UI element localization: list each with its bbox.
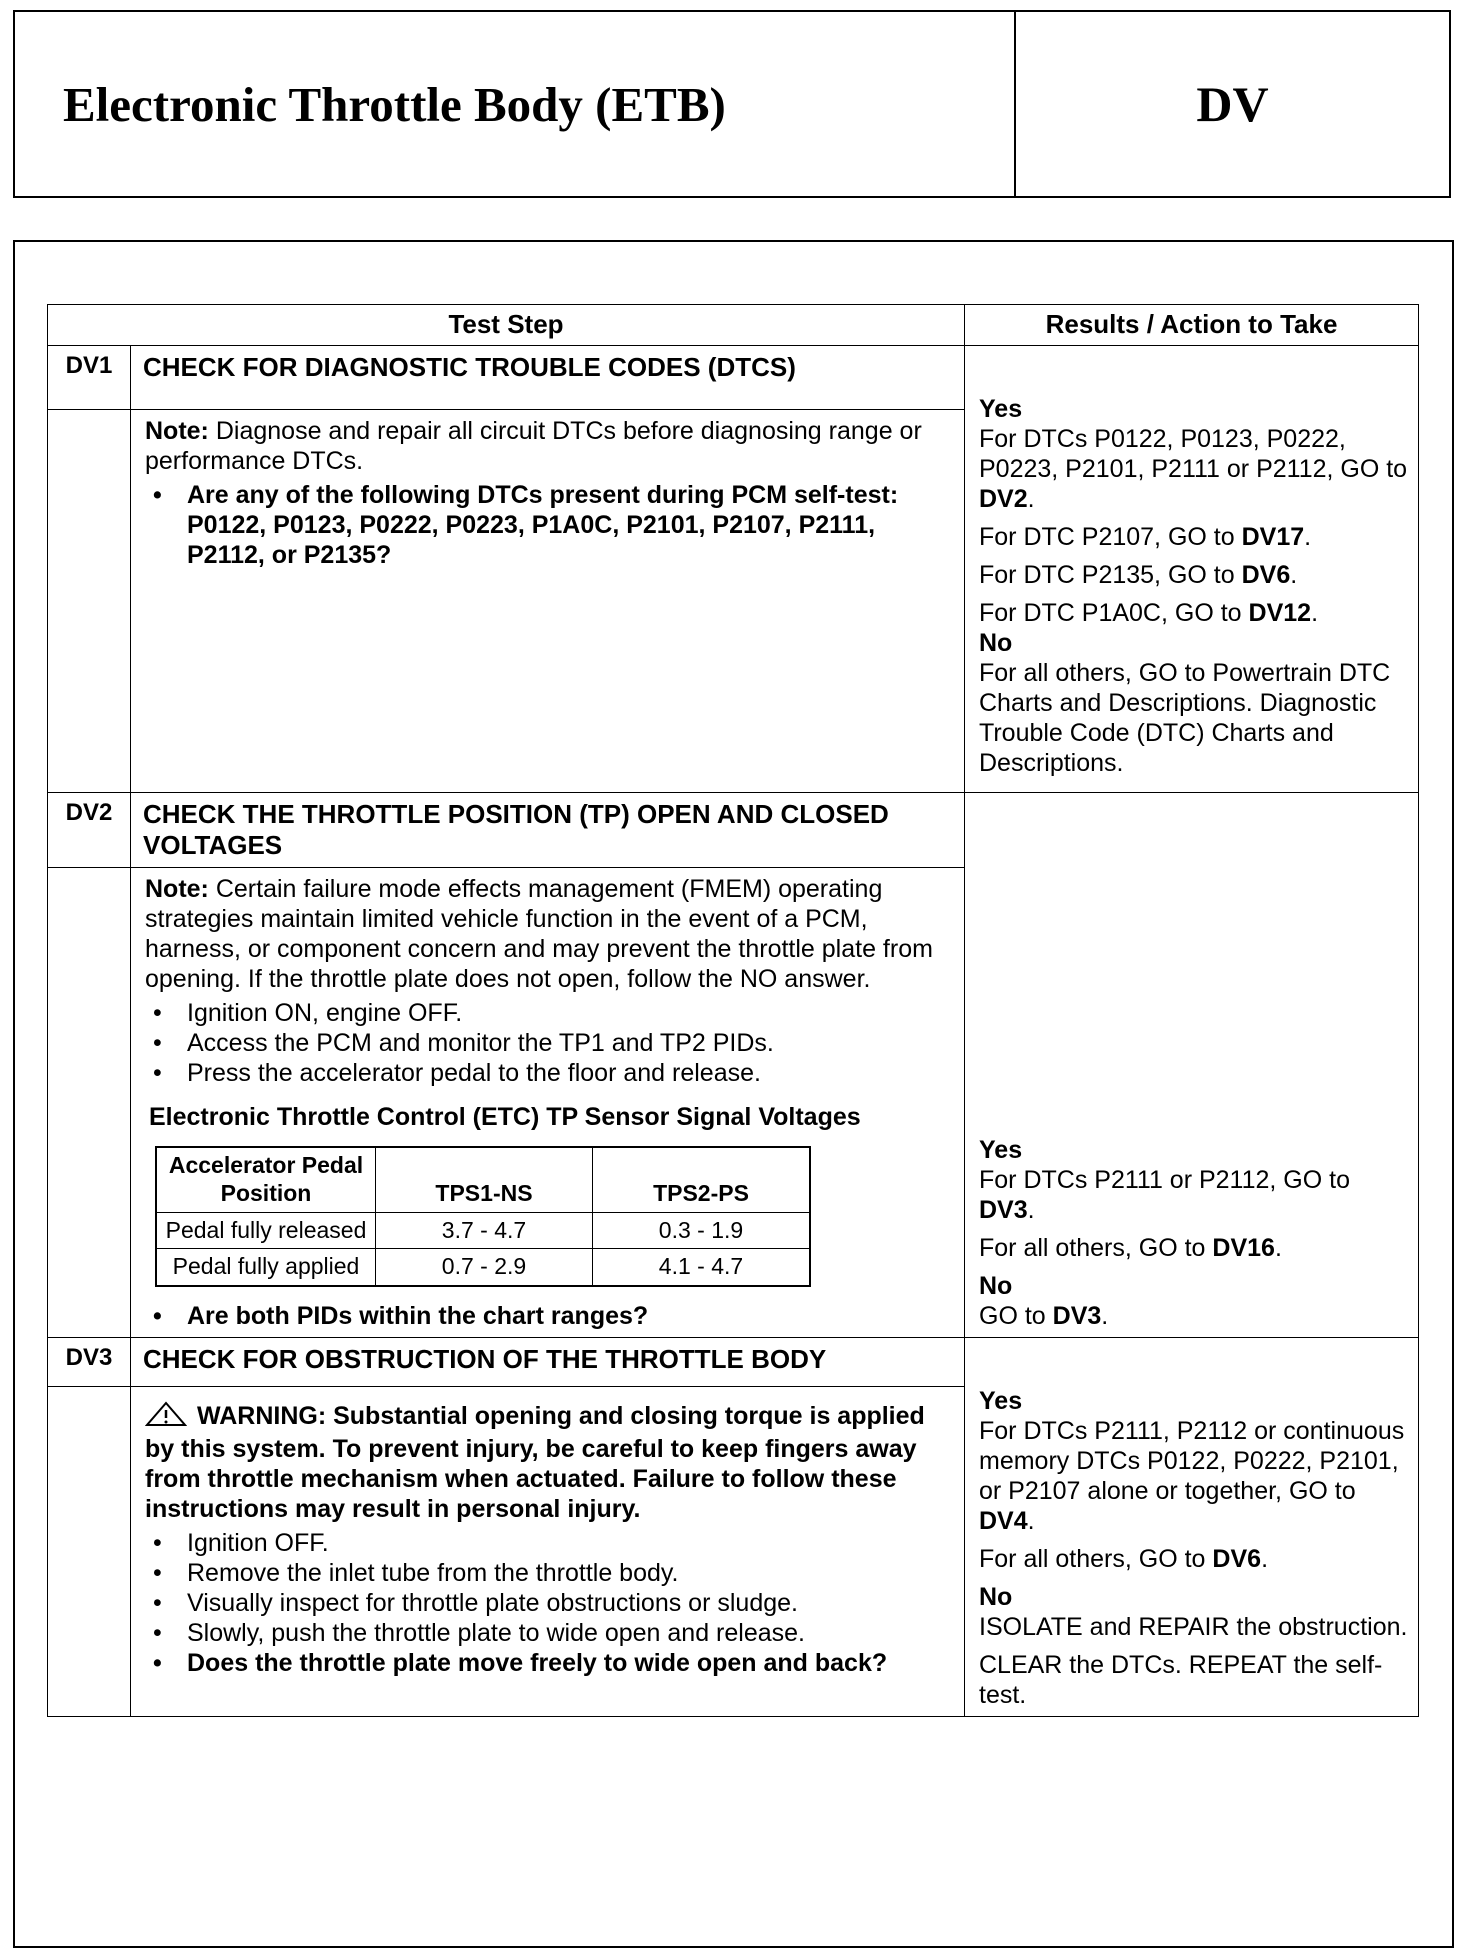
result-text: For all others, GO to (979, 1544, 1206, 1573)
no-label: No (979, 1271, 1013, 1300)
note-label: Note: (145, 875, 209, 904)
volt-header: TPS1-NS (376, 1147, 593, 1212)
result-text: For DTC P1A0C, GO to (979, 599, 1242, 627)
yes-label: Yes (979, 1386, 1023, 1415)
volt-cell: 0.3 - 1.9 (593, 1212, 811, 1249)
result-text: CLEAR the DTCs. REPEAT the self-test. (979, 1650, 1383, 1709)
result-text: For all others, GO to Powertrain DTC Charts and Descriptions. Diagnostic Trouble Code (DTC) Charts and Descriptions. (979, 659, 1391, 777)
warning-text: WARNING: Substantial opening and closing torque is applied by this system. To prevent injury, be careful to keep fingers away from throttle mechanism when actuated. Failure to follow these instructions may result in personal injury. (145, 1401, 925, 1523)
warning-icon (145, 1401, 187, 1434)
step-link[interactable]: DV12 (1248, 599, 1312, 627)
volt-cell: 3.7 - 4.7 (376, 1212, 593, 1249)
note-label: Note: (145, 417, 209, 445)
step-results: Yes For DTCs P2111, P2112 or continuous memory DTCs P0122, P0222, P2101, or P2107 alone or together, GO to DV4. For all others, GO to DV6. No ISOLATE and REPAIR the obstruction. CLEAR the DTCs. REPEAT the self-test. (965, 1337, 1419, 1716)
col-header-test-step: Test Step (48, 305, 965, 346)
chart-title: Electronic Throttle Control (ETC) TP Sensor Signal Voltages (149, 1103, 861, 1132)
step-link[interactable]: DV6 (1241, 561, 1291, 589)
section-code: DV (1196, 76, 1269, 132)
step-results: Yes For DTCs P2111 or P2112, GO to DV3. For all others, GO to DV16. No GO to DV3. (965, 793, 1419, 1338)
result-text: GO to (979, 1301, 1046, 1330)
result-text: For DTC P2107, GO to (979, 523, 1235, 551)
result-text: For DTCs P0122, P0123, P0222, P0223, P2101, P2111 or P2112, GO to (979, 425, 1408, 483)
volt-cell: Pedal fully released (156, 1212, 376, 1249)
step-link[interactable]: DV17 (1241, 523, 1305, 551)
volt-header: TPS2-PS (593, 1147, 811, 1212)
col-header-results: Results / Action to Take (965, 305, 1419, 346)
step-instruction: • Press the accelerator pedal to the floor and release. (145, 1058, 954, 1088)
result-text: For DTCs P2111 or P2112, GO to (979, 1165, 1350, 1194)
page-title: Electronic Throttle Body (ETB) (15, 12, 1016, 196)
step-body (131, 1386, 965, 1716)
step-title: CHECK FOR OBSTRUCTION OF THE THROTTLE BODY (131, 1337, 965, 1386)
step-instruction: • Visually inspect for throttle plate obstructions or sludge. (145, 1588, 954, 1618)
step-instruction: • Access the PCM and monitor the TP1 and TP2 PIDs. (145, 1028, 954, 1058)
step-question: • Does the throttle plate move freely to wide open and back? (145, 1648, 954, 1678)
step-link[interactable]: DV2 (979, 485, 1028, 513)
step-instruction: • Ignition OFF. (145, 1528, 954, 1558)
no-label: No (979, 1582, 1013, 1611)
result-text: For DTC P2135, GO to (979, 561, 1235, 589)
step-link[interactable]: DV16 (1212, 1233, 1275, 1262)
step-link[interactable]: DV6 (1212, 1544, 1262, 1573)
step-id: DV2 (48, 793, 131, 868)
note-text: Diagnose and repair all circuit DTCs before diagnosing range or performance DTCs. (145, 417, 922, 475)
note-text: Certain failure mode effects management (FMEM) operating strategies maintain limited vehicle function in the event of a PCM, harness, or component concern and may prevent the throttle plate from opening. If the throttle plate does not open, follow the NO answer. (145, 875, 933, 994)
yes-label: Yes (979, 1135, 1023, 1164)
no-label: No (979, 629, 1013, 657)
volt-cell: 0.7 - 2.9 (376, 1249, 593, 1286)
step-instruction: • Remove the inlet tube from the throttle body. (145, 1558, 954, 1588)
diagnostic-table (47, 304, 1419, 1717)
volt-header: Accelerator Pedal Position (156, 1147, 376, 1212)
step-id: DV1 (48, 346, 131, 410)
step-instruction: • Ignition ON, engine OFF. (145, 998, 954, 1028)
result-text: For all others, GO to (979, 1233, 1206, 1262)
step-question: • Are both PIDs within the chart ranges? (145, 1301, 954, 1331)
step-link[interactable]: DV3 (979, 1195, 1028, 1224)
yes-label: Yes (979, 395, 1023, 423)
step-body (131, 868, 965, 1337)
result-text: ISOLATE and REPAIR the obstruction. (979, 1612, 1408, 1641)
voltage-table (155, 1146, 811, 1286)
step-question: • Are any of the following DTCs present during PCM self-test: P0122, P0123, P0222, P0223, P1A0C, P2101, P2107, P2111, P2112, or P2135? (145, 480, 954, 570)
result-text: For DTCs P2111, P2112 or continuous memory DTCs P0122, P0222, P2101, or P2107 alone or together, GO to (979, 1416, 1405, 1505)
page-header (13, 10, 1451, 198)
step-link[interactable]: DV4 (979, 1506, 1028, 1535)
step-link[interactable]: DV3 (1052, 1301, 1102, 1330)
step-results: Yes For DTCs P0122, P0123, P0222, P0223, P2101, P2111 or P2112, GO to DV2. For DTC P2107, GO to DV17. For DTC P2135, GO to DV6. For DTC P1A0C, GO to DV12. No For all others, GO to Powertrain DTC Charts and Descriptions. Diagnostic Trouble Code (DTC) Charts and Descriptions. (965, 346, 1419, 793)
step-body (131, 410, 965, 793)
volt-cell: 4.1 - 4.7 (593, 1249, 811, 1286)
step-title: CHECK THE THROTTLE POSITION (TP) OPEN AND CLOSED VOLTAGES (131, 793, 965, 868)
volt-cell: Pedal fully applied (156, 1249, 376, 1286)
step-title: CHECK FOR DIAGNOSTIC TROUBLE CODES (DTCS) (131, 346, 965, 410)
step-instruction: • Slowly, push the throttle plate to wide open and release. (145, 1618, 954, 1648)
step-id: DV3 (48, 1337, 131, 1386)
